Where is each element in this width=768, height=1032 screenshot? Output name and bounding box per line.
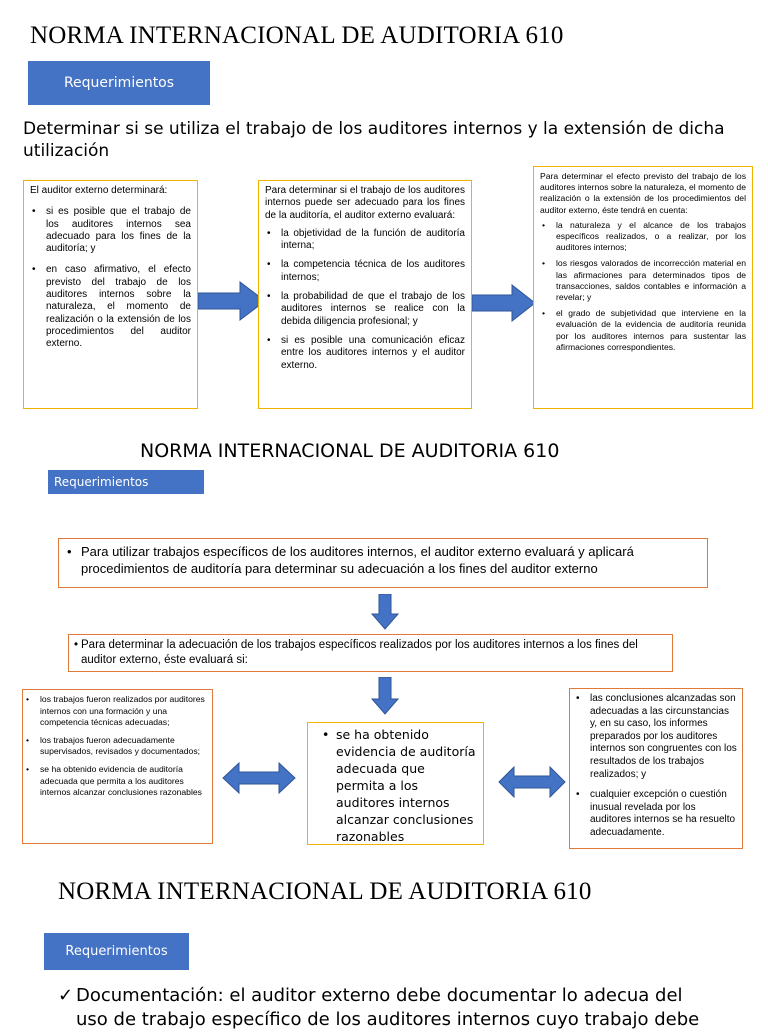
down-arrow-icon xyxy=(371,677,399,715)
box2-intro: Para determinar si el trabajo de los auditores internos puede ser adecuado para los fines de la auditoría, el auditor externo evaluará: xyxy=(265,185,465,221)
mid-box-text: Para determinar la adecuación de los trabajos específicos realizados por los auditores internos a los fines del auditor externo, éste evaluará si: xyxy=(81,639,638,666)
box-efecto-previsto xyxy=(533,166,753,409)
requerimientos-button[interactable]: Requerimientos xyxy=(28,61,210,105)
slide1-title: NORMA INTERNACIONAL DE AUDITORIA 610 xyxy=(30,22,564,49)
list-item: • cualquier excepción o cuestión inusual revelada por los auditores internos se ha resuelto adecuadamente. xyxy=(590,789,738,839)
box-center-evidencia xyxy=(307,722,484,845)
slide3-title: NORMA INTERNACIONAL DE AUDITORIA 610 xyxy=(58,878,592,905)
box-left-criterios xyxy=(22,689,213,844)
box-auditor-determinara xyxy=(23,180,198,409)
box-right-conclusiones xyxy=(569,688,743,849)
list-item: • el grado de subjetividad que interviene en la evaluación de la evidencia de auditoría reunida por los auditores internos para sustentar las afirmaciones correspondientes. xyxy=(556,308,746,353)
top-box-text: Para utilizar trabajos específicos de los auditores internos, el auditor externo evaluará y aplicará procedimientos de auditoría para determinar su adecuación a los fines del auditor externo xyxy=(81,544,634,576)
list-item: • los riesgos valorados de incorrección material en las afirmaciones para determinados tipos de transacciones, saldos contables e información a revelar; y xyxy=(556,258,746,303)
list-item: • se ha obtenido evidencia de auditoría adecuada que permita a los auditores internos alcanzar conclusiones razonables xyxy=(336,726,477,845)
list-item: • la probabilidad de que el trabajo de los auditores internos se realice con la debida diligencia profesional; y xyxy=(281,291,465,328)
checkmark-icon: ✓ xyxy=(58,985,74,1006)
documentacion-paragraph: Documentación: el auditor externo debe documentar lo adecua del uso de trabajo específico de los auditores internos cuyo trabajo debe xyxy=(76,985,700,1030)
list-item: • si es posible una comunicación eficaz entre los auditores internos y el auditor externo. xyxy=(281,335,465,372)
bullet: • xyxy=(67,544,72,559)
slide2-title: NORMA INTERNACIONAL DE AUDITORIA 610 xyxy=(140,440,560,462)
list-item: • se ha obtenido evidencia de auditoría adecuada que permita a los auditores internos alcanzar conclusiones razonables xyxy=(40,764,207,799)
list-item: • en caso afirmativo, el efecto previsto del trabajo de los auditores internos sobre la naturaleza, el momento de realización o la extensión de los procedimientos del auditor externo. xyxy=(46,264,191,350)
list-item: • la naturaleza y el alcance de los trabajos específicos realizados, o a realizar, por los auditores internos; xyxy=(556,220,746,254)
requerimientos-button[interactable]: Requerimientos xyxy=(48,470,204,494)
box-utilizar-trabajos xyxy=(58,538,708,588)
box-adecuacion xyxy=(68,634,673,672)
documentacion-text xyxy=(58,984,718,1032)
double-arrow-icon xyxy=(222,762,296,794)
right-arrow-icon xyxy=(472,284,536,322)
box-evaluara xyxy=(258,180,472,409)
list-item: • los trabajos fueron adecuadamente supervisados, revisados y documentados; xyxy=(40,735,207,758)
list-item: • la objetividad de la función de auditoría interna; xyxy=(281,228,465,253)
right-arrow-icon xyxy=(198,281,266,321)
box3-intro: Para determinar el efecto previsto del trabajo de los auditores internos sobre la naturaleza, el momento de realización o la extensión de los procedimientos del auditor externo, éste tendrá en cuenta: xyxy=(540,171,746,215)
list-item: • la competencia técnica de los auditores internos; xyxy=(281,259,465,284)
slide1-subtitle: Determinar si se utiliza el trabajo de los auditores internos y la extensión de dicha utilización xyxy=(23,119,725,161)
double-arrow-icon xyxy=(498,766,566,798)
list-item: • si es posible que el trabajo de los auditores internos sea adecuado para los fines de la auditoría; y xyxy=(46,206,191,255)
requerimientos-button[interactable]: Requerimientos xyxy=(44,933,189,970)
down-arrow-icon xyxy=(371,594,399,630)
list-item: • los trabajos fueron realizados por auditores internos con una formación y una competencia técnicas adecuadas; xyxy=(40,694,207,729)
list-item: • las conclusiones alcanzadas son adecuadas a las circunstancias y, en su caso, los informes preparados por los auditores internos son congruentes con los resultados de los trabajos realizados; y xyxy=(590,693,738,781)
box1-intro: El auditor externo determinará: xyxy=(30,185,168,196)
bullet: • xyxy=(74,639,79,651)
